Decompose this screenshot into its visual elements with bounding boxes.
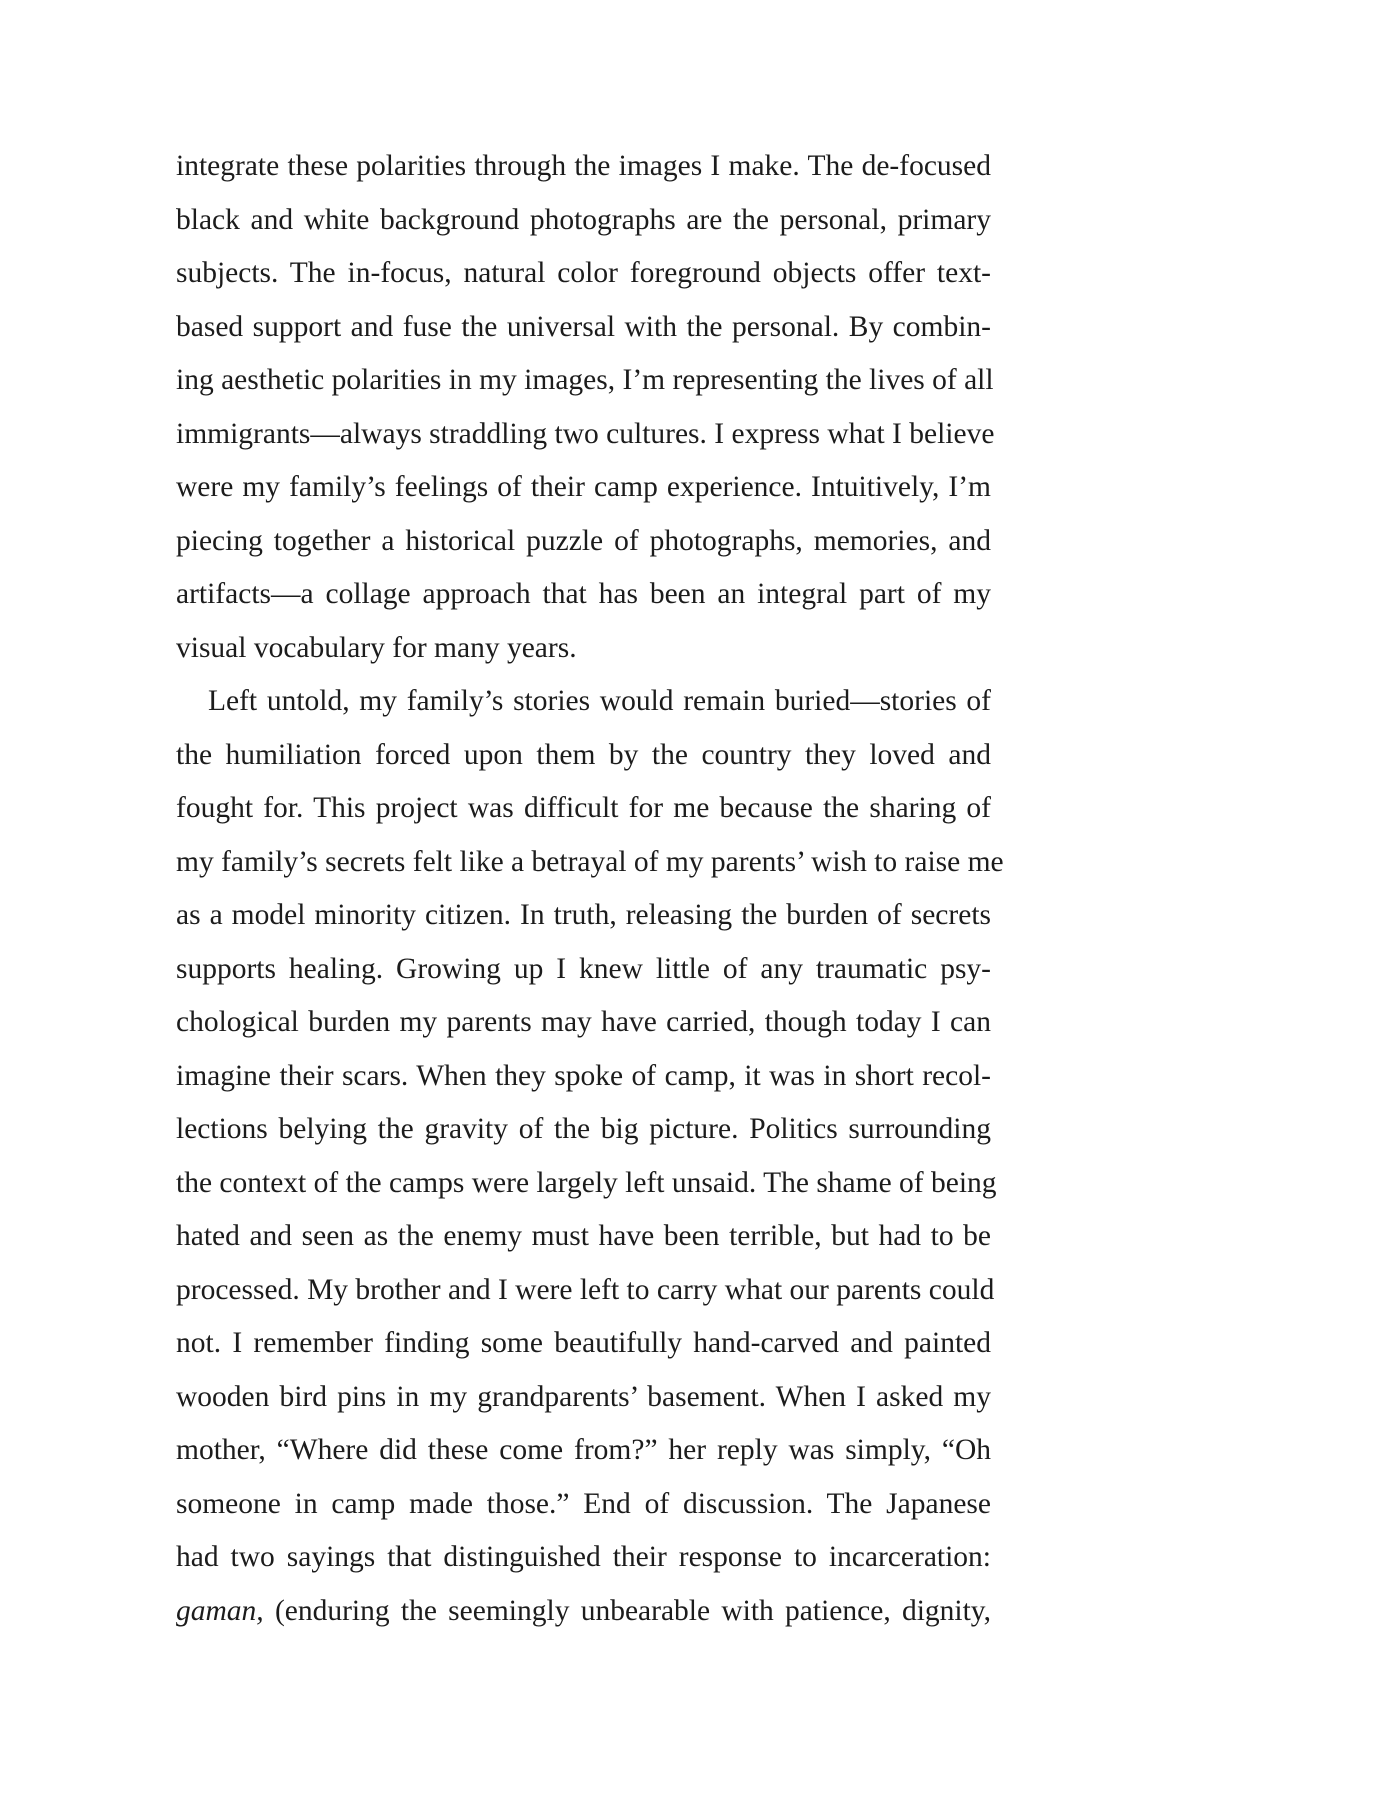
text-line: subjects. The in-focus, natural color foreground objects offer text- [176,257,991,289]
paragraph-first-line: Left untold, my family’s stories would remain buried—stories of [208,685,991,717]
text-line: the humiliation forced upon them by the country they loved and [176,738,991,771]
text-line: were my family’s feelings of their camp experience. Intuitively, I’m [176,471,991,503]
text-line: the context of the camps were largely left unsaid. The shame of being [176,1166,997,1199]
text-line: not. I remember finding some beautifully hand-carved and painted [176,1327,991,1359]
text-line: someone in camp made those.” End of discussion. The Japanese [176,1487,991,1520]
text-line: immigrants—always straddling two cultures. I express what I believe [176,417,995,450]
text-line: supports healing. Growing up I knew little of any traumatic psy- [176,952,991,985]
text-line: hated and seen as the enemy must have been terrible, but had to be [176,1220,991,1252]
text-line: visual vocabulary for many years. [176,631,577,664]
text-line: black and white background photographs are the personal, primary [176,203,991,236]
text-line-final [176,1585,991,1639]
text-line: artifacts—a collage approach that has been an integral part of my [176,578,991,610]
text-line: ing aesthetic polarities in my images, I’m representing the lives of all [176,364,994,396]
text-line: as a model minority citizen. In truth, releasing the burden of secrets [176,899,991,931]
text-line: fought for. This project was difficult for me because the sharing of [176,792,991,824]
text-line: chological burden my parents may have carried, though today I can [176,1006,991,1038]
text-line: imagine their scars. When they spoke of camp, it was in short recol- [176,1059,991,1092]
text-line: piecing together a historical puzzle of photographs, memories, and [176,524,991,557]
final-line-rest: (enduring the seemingly unbearable with patience, dignity, [263,1594,991,1627]
text-line: processed. My brother and I were left to carry what our parents could [176,1273,995,1306]
text-line: lections belying the gravity of the big picture. Politics surrounding [176,1113,991,1145]
text-line: my family’s secrets felt like a betrayal of my parents’ wish to raise me [176,845,1004,878]
text-line: wooden bird pins in my grandparents’ basement. When I asked my [176,1380,991,1413]
italic-term-gaman: gaman, [176,1594,264,1627]
text-line: based support and fuse the universal with the personal. By combin- [176,310,991,343]
text-line: had two sayings that distinguished their response to incarceration: [176,1541,991,1573]
body-text [176,140,1004,1638]
text-line: mother, “Where did these come from?” her reply was simply, “Oh [176,1434,991,1466]
text-line: integrate these polarities through the images I make. The de-focused [176,150,991,182]
